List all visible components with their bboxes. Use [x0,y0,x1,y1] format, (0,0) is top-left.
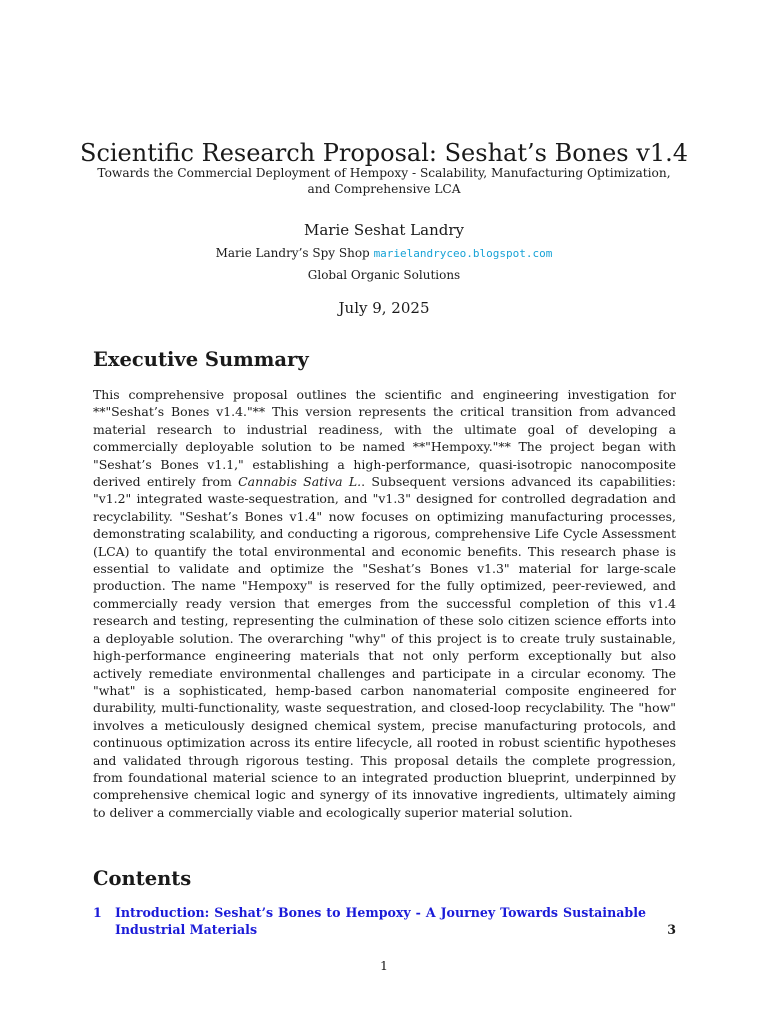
toc-entry-title-link[interactable]: Introduction: Seshat’s Bones to Hempoxy - A Journey Towards Sustainable Industrial Materials [115,905,646,938]
toc-entry-page: 3 [667,922,676,938]
paper-title: Scientific Research Proposal: Seshat’s Bones v1.4 [80,139,688,167]
toc-entry[interactable] [93,904,676,939]
paper-subtitle: Towards the Commercial Deployment of Hempoxy - Scalability, Manufacturing Optimization, and Comprehensive LCA [97,166,671,196]
author-name: Marie Seshat Landry [304,221,464,239]
summary-text-part-2: . Subsequent versions advanced its capabilities: "v1.2" integrated waste-sequestration, and "v1.3" designed for controlled degradation and recyclability. "Seshat’s Bones v1.4" now focuses on optimizing manufacturing processes, demonstrating scalability, and conducting a rigorous, comprehensive Life Cycle Assessment (LCA) to quantify the total environmental and economic benefits. This research phase is essential to validate and optimize the "Seshat’s Bones v1.3" material for large-scale production. The name "Hempoxy" is reserved for the fully optimized, peer-reviewed, and commercially ready version that emerges from the successful completion of this v1.4 research and testing, representing the culmination of these solo citizen science efforts into a deployable solution. The overarching "why" of this project is to create truly sustainable, high-performance engineering materials that not only perform exceptionally but also actively remediate environmental challenges and participate in a circular economy. The "what" is a sophisticated, hemp-based carbon nanomaterial composite engineered for durability, multi-functionality, waste sequestration, and closed-loop recyclability. The "how" involves a meticulously designed chemical system, precise manufacturing protocols, and continuous optimization across its entire lifecycle, all rooted in robust scientific hypotheses and validated through rigorous testing. This proposal details the complete progression, from foundational material science to an integrated production blueprint, underpinned by comprehensive chemical logic and synergy of its innovative ingredients, ultimately aiming to deliver a commercially viable and ecologically superior material solution. [93,474,676,820]
summary-text-part-1: This comprehensive proposal outlines the scientific and engineering investigation for **"Seshat’s Bones v1.4."** This version represents the critical transition from advanced material research to industrial readiness, with the ultimate goal of developing a commercially deployable solution to be named **"Hempoxy."** The project began with "Seshat’s Bones v1.1," establishing a high-performance, quasi-isotropic nanocomposite derived entirely from [93,387,676,490]
affiliation-line [0,245,768,262]
affiliation-org-secondary: Global Organic Solutions [307,268,461,282]
affiliation-url-link[interactable]: marielandryceo.blogspot.com [373,247,553,260]
affiliation-org: Marie Landry’s Spy Shop [215,246,370,260]
toc-entry-number[interactable]: 1 [93,905,102,920]
publication-date: July 9, 2025 [338,299,430,317]
page-number: 1 [380,958,388,973]
executive-summary-paragraph [93,386,676,821]
contents-heading: Contents [93,867,192,890]
summary-species-italic: Cannabis Sativa L. [238,474,362,490]
executive-summary-heading: Executive Summary [93,348,309,371]
